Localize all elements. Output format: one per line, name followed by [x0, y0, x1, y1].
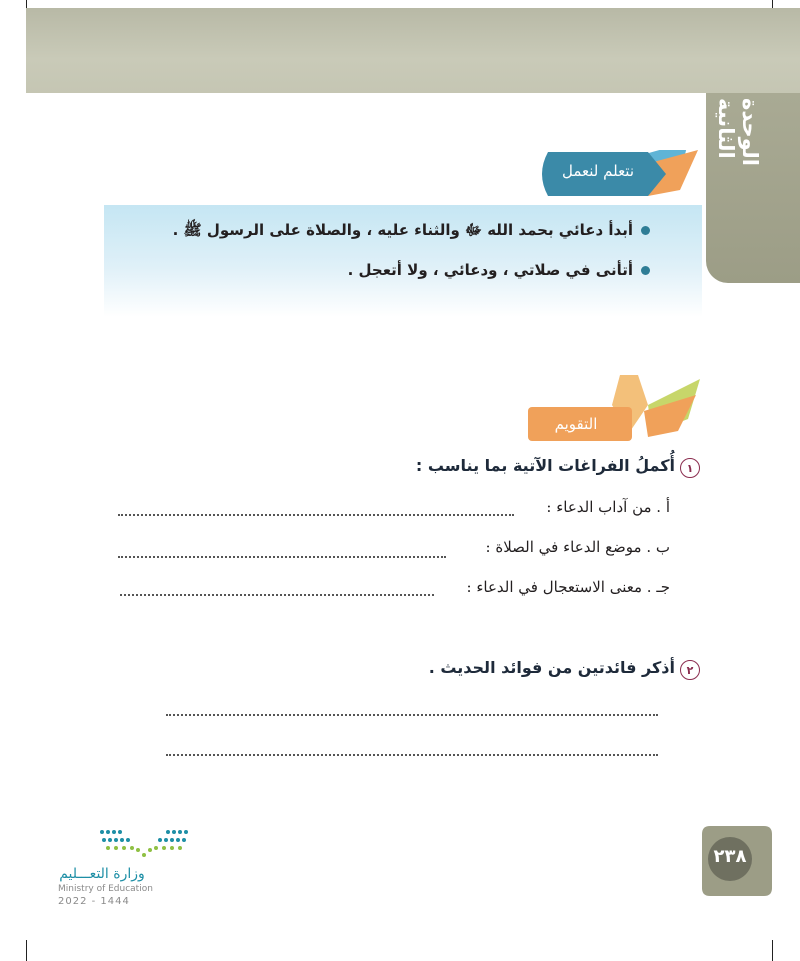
answer-blank[interactable]	[118, 514, 514, 516]
page-number: ٢٣٨	[713, 846, 747, 867]
pen-icon	[528, 375, 708, 445]
unit-label: الوحدة الثانية	[714, 98, 762, 166]
question-number: ١	[680, 458, 700, 478]
fill-item: أ . من آداب الدعاء :	[546, 498, 670, 516]
learn-bullet: أتأنى في صلاتي ، ودعائي ، ولا أتعجل .	[348, 261, 650, 279]
bullet-icon	[641, 226, 650, 235]
question-text: أُكملُ الفراغات الآتية بما يناسب :	[415, 456, 675, 475]
crop-mark	[772, 0, 773, 8]
evaluation-badge	[528, 375, 708, 445]
edition-year: 2022 - 1444	[58, 896, 130, 907]
book-icon	[528, 150, 708, 210]
fill-item: ب . موضع الدعاء في الصلاة :	[485, 538, 670, 556]
answer-blank[interactable]	[166, 754, 658, 756]
answer-blank[interactable]	[120, 594, 434, 596]
bullet-icon	[641, 266, 650, 275]
fill-item: جـ . معنى الاستعجال في الدعاء :	[466, 578, 670, 596]
learn-section-badge	[528, 150, 668, 196]
evaluation-title: التقويم	[554, 415, 598, 433]
ministry-name-en: Ministry of Education	[58, 884, 153, 894]
header-band	[26, 8, 800, 93]
question-text: أذكر فائدتين من فوائد الحديث .	[428, 658, 675, 677]
answer-blank[interactable]	[166, 714, 658, 716]
crop-mark	[772, 940, 773, 961]
answer-blank[interactable]	[118, 556, 446, 558]
ministry-name-ar: وزارة التعـــليم	[59, 866, 145, 882]
learn-bullet: أبدأ دعائي بحمد الله ﷻ والثناء عليه ، والصلاة على الرسول ﷺ .	[173, 221, 650, 243]
crop-mark	[26, 0, 27, 8]
learn-section-title: نتعلم لنعمل	[561, 162, 635, 180]
crop-mark	[26, 940, 27, 961]
ministry-logo-icon	[98, 828, 190, 858]
question-number: ٢	[680, 660, 700, 680]
